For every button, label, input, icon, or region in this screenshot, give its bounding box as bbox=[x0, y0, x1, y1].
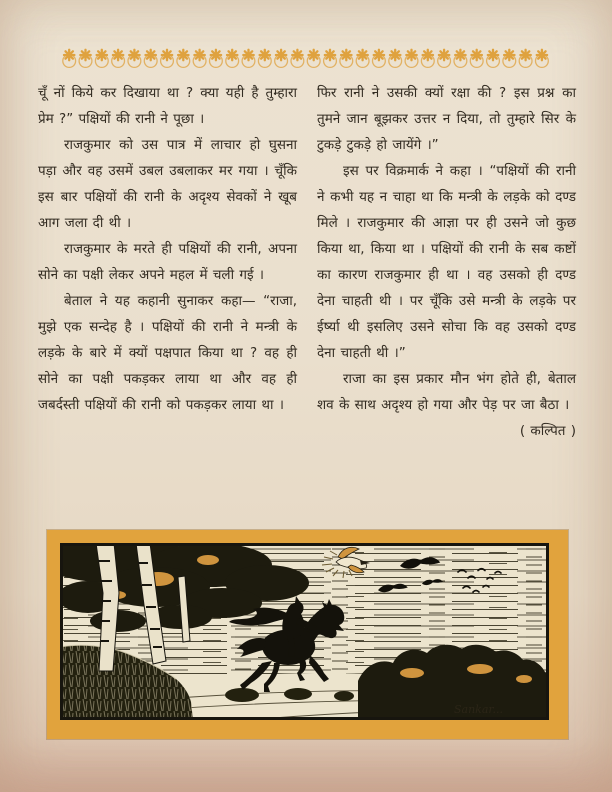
paragraph bbox=[317, 366, 576, 439]
paragraph-text: चूँ नों किये कर दिखाया था ? क्या यही है तुम्हारा प्रेम ?” पक्षियों की रानी ने पूछा । bbox=[38, 85, 297, 127]
illustration-frame bbox=[47, 530, 568, 739]
paragraph bbox=[38, 288, 297, 418]
paragraph-text: राजकुमार के मरते ही पक्षियों की रानी, अपना सोने का पक्षी लेकर अपने महल में चली गई । bbox=[38, 241, 297, 283]
ornament-border bbox=[61, 47, 551, 70]
paragraph bbox=[317, 80, 576, 158]
horse-rider-illustration bbox=[60, 543, 549, 720]
ornament-border-icon bbox=[61, 47, 551, 70]
story-end-label: ( कल्पित ) bbox=[519, 423, 576, 439]
text-columns bbox=[38, 80, 576, 530]
paragraph-text: बेताल ने यह कहानी सुनाकर कहा— “राजा, मुझे एक सन्देह है । पक्षियों की रानी ने मन्त्री के लड़के के बारे में क्यों पक्षपात किया था ? वह ही सोने का पक्षी पकड़कर लाया था और वह ही जबर्दस्ती पक्षियों की रानी को पकड़कर लाया था । bbox=[38, 293, 297, 413]
paragraph bbox=[38, 236, 297, 288]
paragraph bbox=[317, 158, 576, 366]
text-column-right bbox=[317, 80, 576, 530]
paragraph-text: इस पर विक्रमार्क ने कहा । “पक्षियों की रानी ने कभी यह न चाहा था कि मन्त्री के लड़के को दण्ड मिले । राजकुमार की आज्ञा पर ही उसने जो कुछ किया था, किया था । पक्षियों की रानी के सब कष्टों का कारण राजकुमार ही था । वह उसको ही दण्ड देना चाहती थी । पर चूँकि उसे मन्त्री के लड़के पर ईर्ष्या थी इसलिए उसने सोचा कि वह उसको दण्ड देना चाहती थी ।” bbox=[317, 163, 576, 361]
artist-signature: Sankar... bbox=[454, 703, 503, 716]
text-column-left bbox=[38, 80, 297, 530]
paragraph bbox=[38, 132, 297, 236]
paragraph bbox=[38, 80, 297, 132]
paragraph-text: राजा का इस प्रकार मौन भंग होते ही, बेताल शव के साथ अदृश्य हो गया और पेड़ पर जा बैठा । bbox=[317, 371, 576, 413]
paragraph-text: फिर रानी ने उसकी क्यों रक्षा की ? इस प्रश्न का तुमने जान बूझकर उत्तर न दिया, तो तुम्हारे सिर के टुकड़े टुकड़े हो जायेंगे ।” bbox=[317, 85, 576, 153]
paragraph-text: राजकुमार को उस पात्र में लाचार हो घुसना पड़ा और वह उसमें उबल उबलाकर मर गया । चूँकि इस बार पक्षियों की रानी के अदृश्य सेवकों ने खूब आग जला दी थी । bbox=[38, 137, 297, 231]
